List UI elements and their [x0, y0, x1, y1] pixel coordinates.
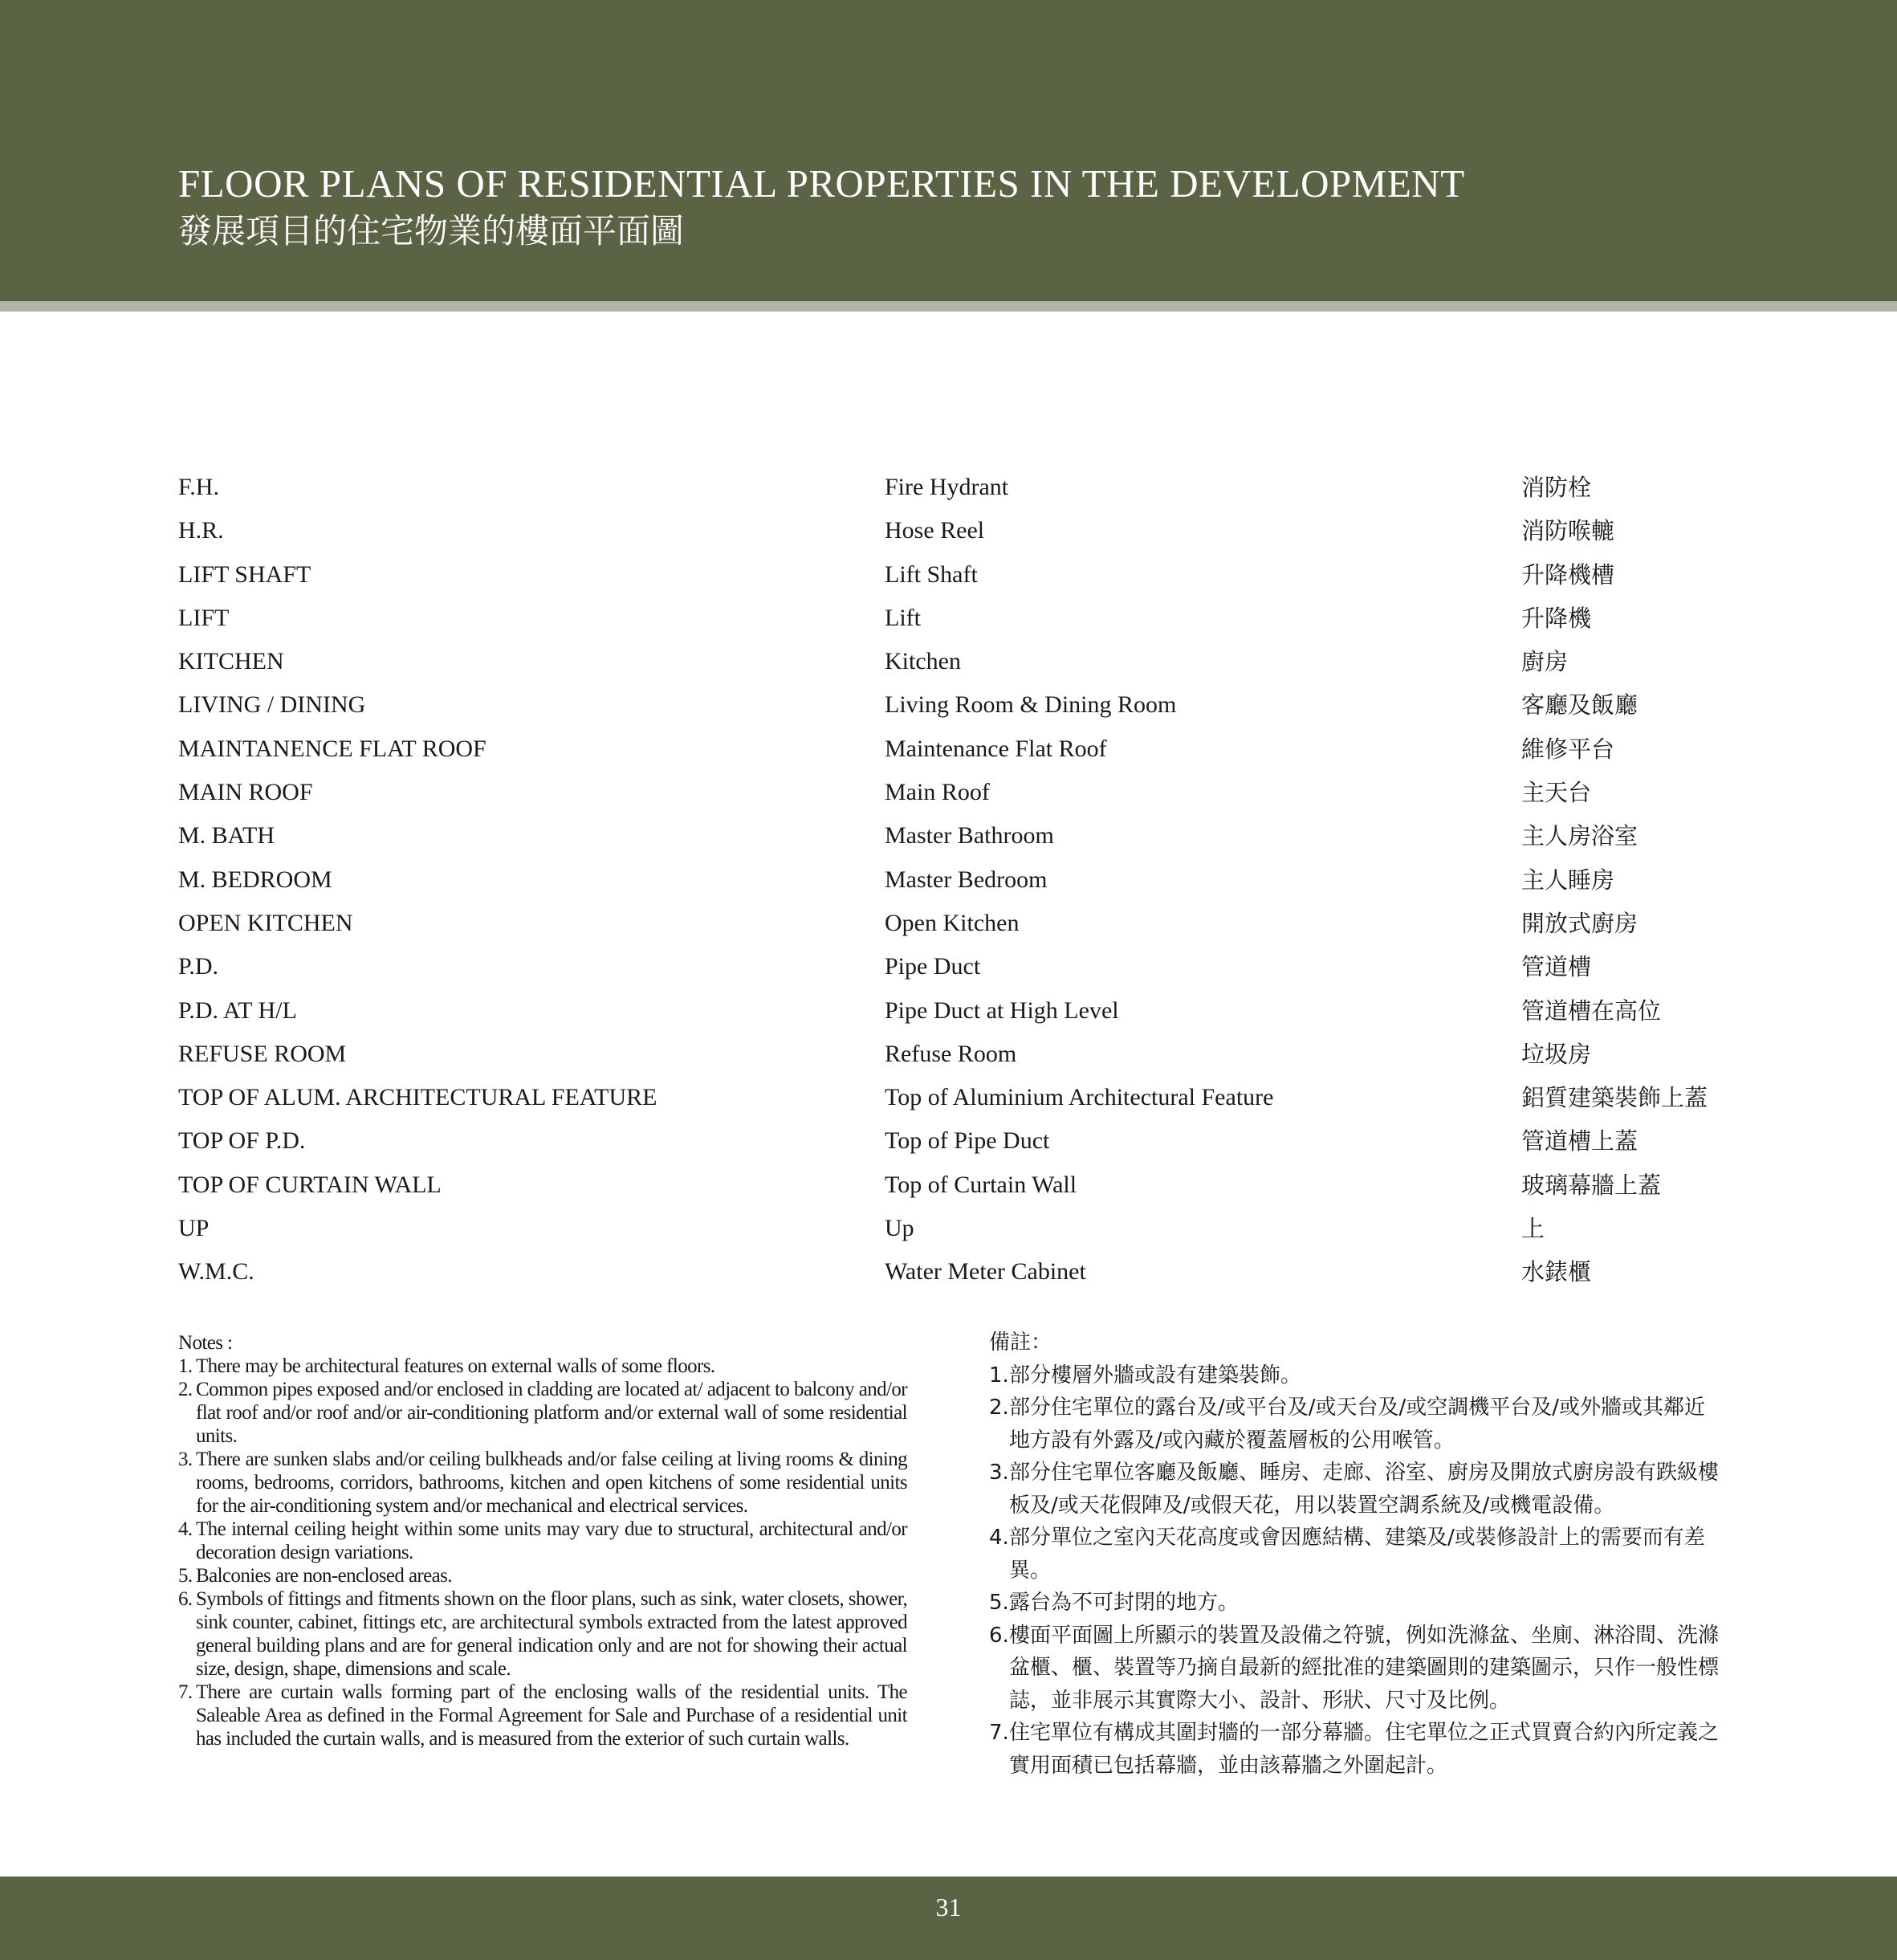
- legend-abbr: MAINTANENCE FLAT ROOF: [178, 735, 486, 762]
- note-text: 部分住宅單位客廳及飯廳、睡房、走廊、浴室、廚房及開放式廚房設有跌級樓板及/或天花假陣及/或假天花，用以裝置空調系統及/或機電設備。: [1009, 1461, 1720, 1518]
- legend-row: [178, 597, 1744, 640]
- header-stripe: [0, 301, 1897, 312]
- note-item-en: [178, 1564, 907, 1587]
- legend-chinese: 管道槽上蓋: [1521, 1127, 1639, 1155]
- note-item-zh: [989, 1587, 1721, 1620]
- legend-abbr: F.H.: [178, 474, 219, 500]
- note-item-zh: [989, 1717, 1721, 1782]
- legend-row: [178, 683, 1744, 727]
- legend-chinese: 開放式廚房: [1521, 909, 1639, 937]
- legend-row: [178, 1076, 1744, 1119]
- note-number: 2.: [989, 1396, 1009, 1420]
- note-text: 露台為不可封閉的地方。: [1009, 1591, 1240, 1615]
- note-item-en: [178, 1448, 907, 1518]
- legend-abbr: LIFT SHAFT: [178, 560, 311, 588]
- legend-chinese: 客廳及飯廳: [1521, 691, 1639, 719]
- note-number: 5.: [178, 1565, 193, 1587]
- legend-abbr: TOP OF ALUM. ARCHITECTURAL FEATURE: [178, 1084, 657, 1111]
- legend-abbr: M. BEDROOM: [178, 866, 332, 893]
- note-item-zh: [989, 1620, 1721, 1718]
- note-number: 7.: [178, 1681, 193, 1703]
- note-text: 樓面平面圖上所顯示的裝置及設備之符號，例如洗滌盆、坐廁、淋浴間、洗滌盆櫃、櫃、裝置等乃摘自最新的經批准的建築圖則的建築圖示，只作一般性標誌，並非展示其實際大小、設計、形狀、尺寸及比例。: [1009, 1623, 1720, 1713]
- legend-abbr: TOP OF P.D.: [178, 1127, 306, 1155]
- legend-row: [178, 509, 1744, 552]
- legend-english: Up: [885, 1215, 914, 1242]
- legend-chinese: 升降機槽: [1521, 560, 1615, 589]
- notes-english: [178, 1331, 907, 1750]
- legend-chinese: 管道槽在高位: [1521, 996, 1662, 1025]
- legend-row: [178, 814, 1744, 858]
- note-item-zh: [989, 1457, 1721, 1522]
- legend-row: [178, 1163, 1744, 1207]
- legend-abbr: W.M.C.: [178, 1258, 254, 1286]
- legend-row: [178, 902, 1744, 945]
- notes-heading-en: Notes :: [178, 1332, 233, 1354]
- legend-chinese: 上: [1521, 1215, 1545, 1243]
- legend-abbr: P.D.: [178, 953, 219, 980]
- legend-english: Kitchen: [885, 648, 961, 675]
- legend-english: Master Bedroom: [885, 866, 1048, 893]
- legend-english: Pipe Duct: [885, 953, 981, 980]
- legend-english: Lift Shaft: [885, 560, 978, 588]
- legend-chinese: 消防喉轆: [1521, 517, 1615, 545]
- legend-abbr: P.D. AT H/L: [178, 996, 297, 1024]
- note-text: 部分單位之室內天花高度或會因應結構、建築及/或裝修設計上的需要而有差異。: [1009, 1526, 1705, 1583]
- note-item-en: [178, 1378, 907, 1448]
- legend-english: Master Bathroom: [885, 822, 1054, 850]
- notes-list-zh: [989, 1359, 1721, 1783]
- page-title-en: FLOOR PLANS OF RESIDENTIAL PROPERTIES IN THE DEVELOPMENT: [178, 161, 1465, 206]
- legend-row: [178, 466, 1744, 509]
- note-item-zh: [989, 1359, 1721, 1392]
- legend-row: [178, 1119, 1744, 1163]
- legend-chinese: 水錶櫃: [1521, 1258, 1592, 1286]
- legend-english: Main Roof: [885, 779, 990, 806]
- note-item-en: [178, 1681, 907, 1750]
- legend-english: Refuse Room: [885, 1040, 1017, 1067]
- legend-english: Fire Hydrant: [885, 474, 1009, 500]
- legend-english: Top of Pipe Duct: [885, 1127, 1050, 1155]
- note-number: 4.: [989, 1526, 1009, 1550]
- note-text: There may be architectural features on external walls of some floors.: [196, 1355, 715, 1377]
- legend-row: [178, 858, 1744, 902]
- legend-english: Top of Aluminium Architectural Feature: [885, 1084, 1274, 1111]
- note-number: 7.: [989, 1721, 1009, 1745]
- legend-row: [178, 1033, 1744, 1076]
- legend-abbr: TOP OF CURTAIN WALL: [178, 1171, 442, 1198]
- legend-abbr: MAIN ROOF: [178, 779, 313, 806]
- legend-row: [178, 1207, 1744, 1250]
- legend-row: [178, 1250, 1744, 1294]
- note-item-en: [178, 1518, 907, 1564]
- notes-heading-zh: 備註：: [989, 1330, 1052, 1355]
- legend-abbr: KITCHEN: [178, 648, 284, 675]
- note-number: 6.: [178, 1588, 193, 1610]
- note-item-zh: [989, 1522, 1721, 1587]
- legend-chinese: 玻璃幕牆上蓋: [1521, 1171, 1662, 1199]
- legend-english: Hose Reel: [885, 517, 985, 544]
- legend-english: Top of Curtain Wall: [885, 1171, 1077, 1198]
- notes-chinese: [989, 1326, 1721, 1782]
- note-text: 住宅單位有構成其圍封牆的一部分幕牆。住宅單位之正式買賣合約內所定義之實用面積已包括幕牆，並由該幕牆之外圍起計。: [1009, 1721, 1720, 1778]
- note-number: 1.: [989, 1363, 1009, 1387]
- legend-abbr: OPEN KITCHEN: [178, 909, 353, 936]
- legend-abbr: M. BATH: [178, 822, 275, 850]
- legend-chinese: 廚房: [1521, 648, 1569, 676]
- legend-chinese: 升降機: [1521, 604, 1592, 632]
- note-number: 3.: [989, 1461, 1009, 1485]
- note-text: There are sunken slabs and/or ceiling bulkheads and/or false ceiling at living rooms & dining rooms, bedrooms, corridors, bathrooms, kitchen and open kitchens of some residential units for the air-conditioning system and/or mechanical and electrical services.: [196, 1449, 907, 1517]
- notes-list-en: [178, 1355, 907, 1750]
- legend-abbr: UP: [178, 1215, 210, 1242]
- legend-english: Water Meter Cabinet: [885, 1258, 1086, 1286]
- legend-row: [178, 989, 1744, 1033]
- note-number: 4.: [178, 1518, 193, 1540]
- legend-chinese: 鋁質建築裝飾上蓋: [1521, 1084, 1708, 1112]
- legend-chinese: 主人房浴室: [1521, 822, 1639, 850]
- legend-chinese: 垃圾房: [1521, 1040, 1592, 1068]
- note-text: Balconies are non-enclosed areas.: [196, 1565, 452, 1587]
- legend-chinese: 維修平台: [1521, 735, 1615, 763]
- legend-row: [178, 945, 1744, 988]
- page-title-zh: 發展項目的住宅物業的樓面平面圖: [178, 211, 685, 251]
- note-text: Common pipes exposed and/or enclosed in cladding are located at/ adjacent to balcony and/or flat roof and/or roof and/or air-conditioning platform and/or external wall of some residential units.: [196, 1379, 907, 1447]
- note-text: 部分住宅單位的露台及/或平台及/或天台及/或空調機平台及/或外牆或其鄰近地方設有外露及/或內藏於覆蓋層板的公用喉管。: [1009, 1396, 1706, 1453]
- note-item-en: [178, 1587, 907, 1681]
- note-text: Symbols of fittings and fitments shown on the floor plans, such as sink, water closets, shower, sink counter, cabinet, fittings etc, are architectural symbols extracted from the latest approved general building plans and are for general indication only and are not for showing their actual size, design, shape, dimensions and scale.: [196, 1588, 907, 1680]
- note-number: 5.: [989, 1591, 1009, 1615]
- legend-row: [178, 771, 1744, 814]
- legend-row: [178, 553, 1744, 597]
- legend-abbr: LIVING / DINING: [178, 691, 366, 719]
- note-text: 部分樓層外牆或設有建築裝飾。: [1009, 1363, 1302, 1387]
- note-text: There are curtain walls forming part of the enclosing walls of the residential units. The Saleable Area as defined in the Formal Agreement for Sale and Purchase of a residential unit has included the curtain walls, and is measured from the exterior of such curtain walls.: [196, 1681, 907, 1750]
- legend-english: Maintenance Flat Roof: [885, 735, 1107, 762]
- legend-row: [178, 640, 1744, 683]
- note-item-zh: [989, 1392, 1721, 1457]
- legend-chinese: 管道槽: [1521, 953, 1592, 981]
- legend-abbr: H.R.: [178, 517, 224, 544]
- legend-chinese: 主天台: [1521, 779, 1592, 807]
- legend-abbr: LIFT: [178, 604, 230, 631]
- legend-chinese: 主人睡房: [1521, 866, 1615, 894]
- legend-english: Living Room & Dining Room: [885, 691, 1177, 719]
- note-number: 1.: [178, 1355, 193, 1377]
- header-band: [0, 0, 1897, 301]
- note-text: The internal ceiling height within some units may vary due to structural, architectural and/or decoration design variations.: [196, 1518, 907, 1563]
- legend-english: Pipe Duct at High Level: [885, 996, 1119, 1024]
- legend-table: [178, 466, 1744, 1294]
- legend-english: Open Kitchen: [885, 909, 1020, 936]
- legend-row: [178, 727, 1744, 771]
- note-item-en: [178, 1355, 907, 1378]
- note-number: 6.: [989, 1623, 1009, 1648]
- legend-chinese: 消防栓: [1521, 474, 1592, 501]
- note-number: 2.: [178, 1379, 193, 1400]
- page-number: 31: [935, 1893, 962, 1921]
- legend-abbr: REFUSE ROOM: [178, 1040, 347, 1067]
- legend-english: Lift: [885, 604, 921, 631]
- note-number: 3.: [178, 1449, 193, 1470]
